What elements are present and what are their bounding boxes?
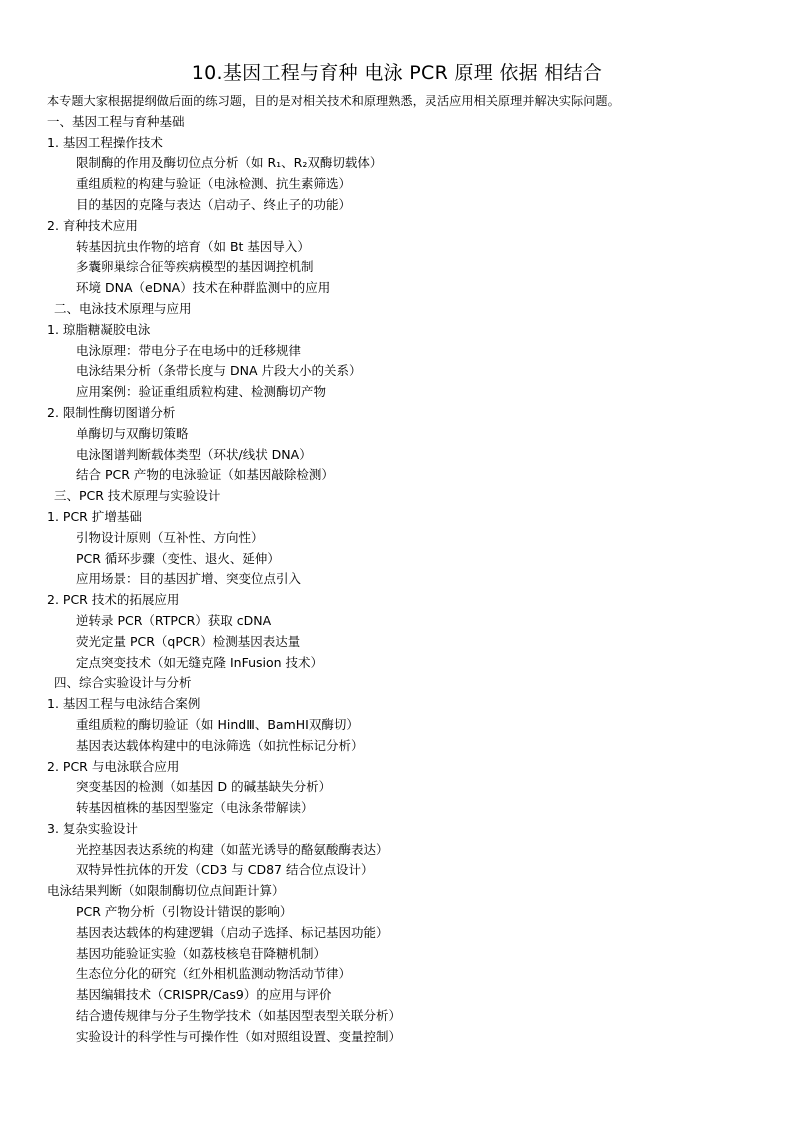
outline-item: 基因编辑技术（CRISPR/Cas9）的应用与评价 [76, 987, 332, 1003]
intro-paragraph: 本专题大家根据提纲做后面的练习题，目的是对相关技术和原理熟悉，灵活应用相关原理并解决实际问题。 [47, 94, 620, 108]
subsection-heading: 3. 复杂实验设计 [47, 820, 138, 836]
outline-item: 多囊卵巢综合征等疾病模型的基因调控机制 [76, 259, 314, 275]
outline-item: 定点突变技术（如无缝克隆 InFusion 技术） [76, 654, 324, 670]
subsection-heading: 2. 限制性酶切图谱分析 [47, 404, 176, 420]
subsection-heading: 1. PCR 扩增基础 [47, 508, 142, 524]
outline-item: 引物设计原则（互补性、方向性） [76, 529, 264, 545]
section-heading: 一、基因工程与育种基础 [47, 113, 185, 129]
outline-item: 重组质粒的构建与验证（电泳检测、抗生素筛选） [76, 176, 352, 192]
subsection-heading: 1. 基因工程与电泳结合案例 [47, 696, 201, 712]
outline-item: 基因表达载体的构建逻辑（启动子选择、标记基因功能） [76, 924, 389, 940]
outline-item: 单酶切与双酶切策略 [76, 425, 189, 441]
outline-item: 结合 PCR 产物的电泳验证（如基因敲除检测） [76, 467, 334, 483]
outline-item: 重组质粒的酶切验证（如 HindⅢ、BamHⅠ双酶切） [76, 716, 359, 732]
outline-item: 目的基因的克隆与表达（启动子、终止子的功能） [76, 196, 352, 212]
outline-item: 电泳图谱判断载体类型（环状/线状 DNA） [76, 446, 312, 462]
outline-item: 应用案例：验证重组质粒构建、检测酶切产物 [76, 384, 327, 400]
outline-item: 生态位分化的研究（红外相机监测动物活动节律） [76, 966, 352, 982]
outline-item: 基因功能验证实验（如荔枝核皂苷降糖机制） [76, 945, 327, 961]
section-heading: 三、PCR 技术原理与实验设计 [54, 488, 221, 504]
outline-item: 电泳结果分析（条带长度与 DNA 片段大小的关系） [76, 363, 362, 379]
page-title: 10.基因工程与育种 电泳 PCR 原理 依据 相结合 [191, 62, 603, 84]
outline-item: 双特异性抗体的开发（CD3 与 CD87 结合位点设计） [76, 862, 374, 878]
outline-item: 应用场景：目的基因扩增、突变位点引入 [76, 571, 302, 587]
subsection-heading: 1. 基因工程操作技术 [47, 134, 163, 150]
subsection-heading: 1. 琼脂糖凝胶电泳 [47, 321, 151, 337]
section-heading: 电泳结果判断（如限制酶切位点间距计算） [47, 883, 285, 899]
section-heading: 二、电泳技术原理与应用 [54, 300, 192, 316]
outline-item: 转基因抗虫作物的培育（如 Bt 基因导入） [76, 238, 310, 254]
subsection-heading: 2. PCR 技术的拓展应用 [47, 592, 180, 608]
subsection-heading: 2. 育种技术应用 [47, 217, 138, 233]
outline-item: 实验设计的科学性与可操作性（如对照组设置、变量控制） [76, 1028, 402, 1044]
outline-item: 电泳原理：带电分子在电场中的迁移规律 [76, 342, 302, 358]
outline-item: 逆转录 PCR（RTPCR）获取 cDNA [76, 612, 272, 628]
outline-item: PCR 循环步骤（变性、退火、延伸） [76, 550, 280, 566]
outline-item: 基因表达载体构建中的电泳筛选（如抗性标记分析） [76, 737, 364, 753]
outline-item: 突变基因的检测（如基因 D 的碱基缺失分析） [76, 779, 332, 795]
outline-item: 环境 DNA（eDNA）技术在种群监测中的应用 [76, 280, 331, 296]
outline-item: 荧光定量 PCR（qPCR）检测基因表达量 [76, 633, 301, 649]
section-heading: 四、综合实验设计与分析 [54, 675, 192, 691]
outline-item: 光控基因表达系统的构建（如蓝光诱导的酪氨酸酶表达） [76, 841, 389, 857]
subsection-heading: 2. PCR 与电泳联合应用 [47, 758, 180, 774]
outline-body [0, 91, 794, 1048]
outline-item: 限制酶的作用及酶切位点分析（如 R₁、R₂双酶切载体） [76, 155, 383, 171]
outline-item: PCR 产物分析（引物设计错误的影响） [76, 904, 293, 920]
outline-item: 转基因植株的基因型鉴定（电泳条带解读） [76, 800, 314, 816]
outline-item: 结合遗传规律与分子生物学技术（如基因型表型关联分析） [76, 1008, 402, 1024]
